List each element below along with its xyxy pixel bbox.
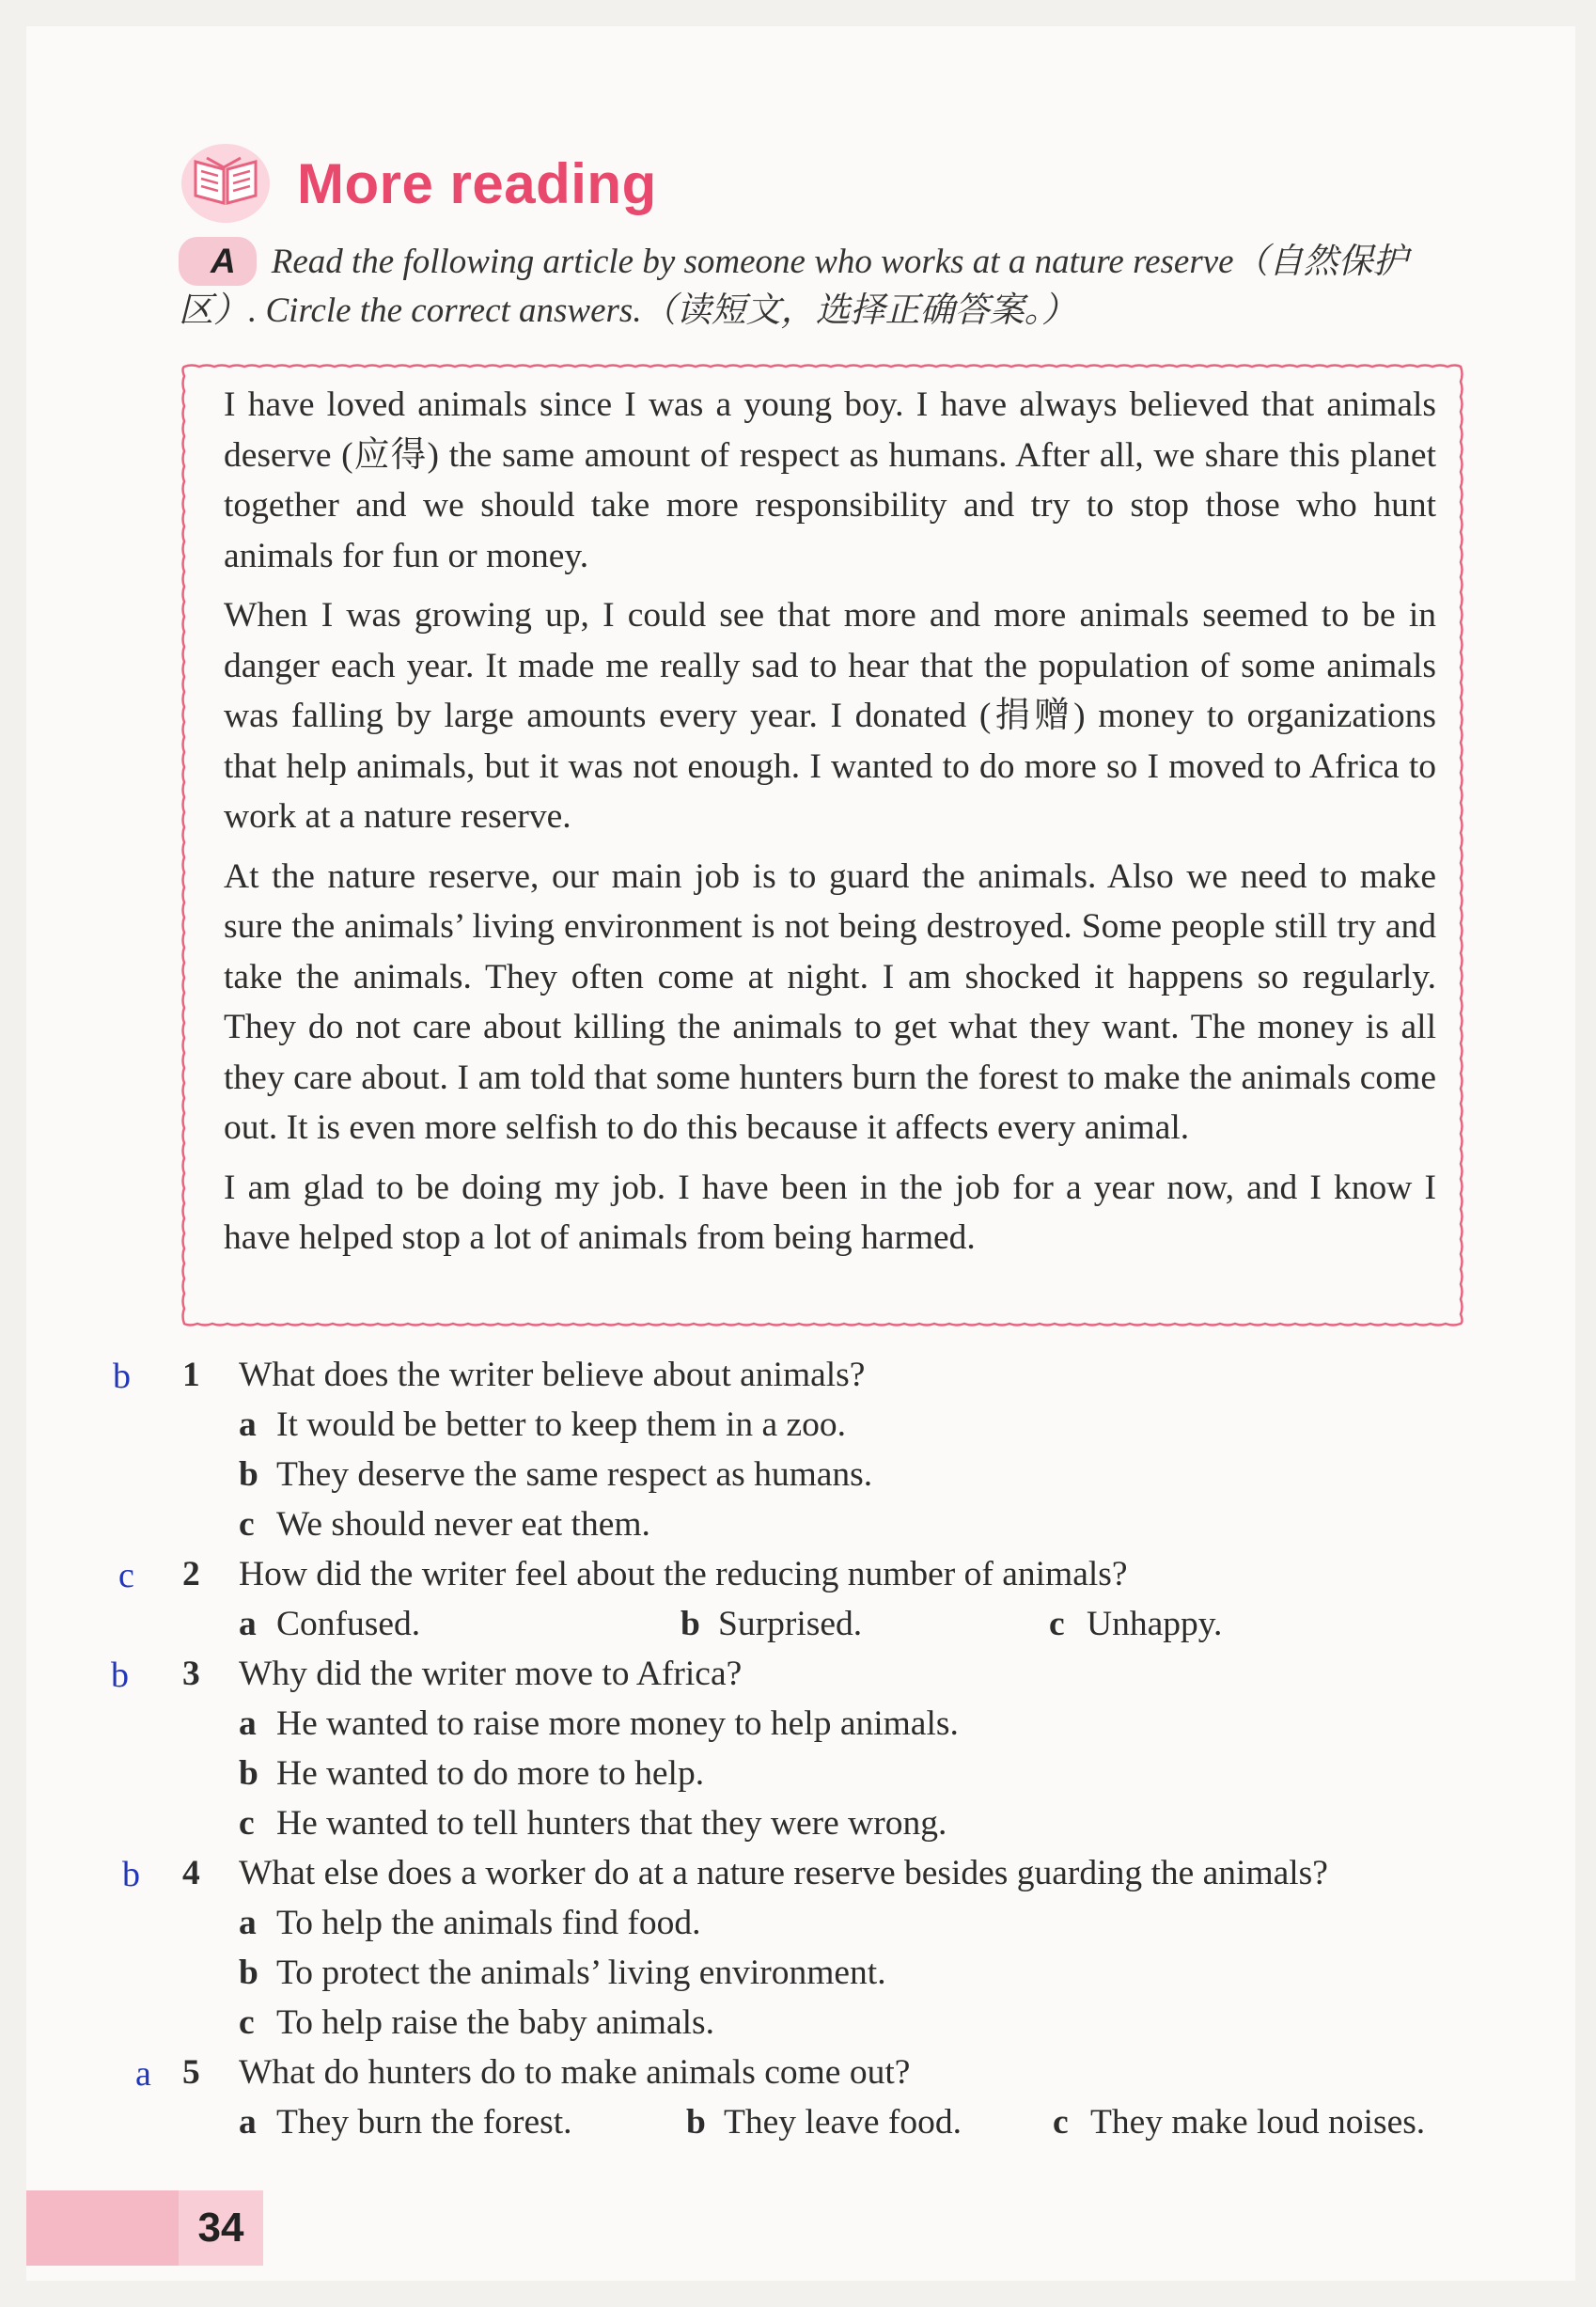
article-text [224,380,1436,1273]
question-number: 5 [182,2053,200,2092]
option-text: Surprised. [718,1605,863,1643]
question-number: 4 [182,1854,200,1892]
question-text: What else does a worker do at a nature reserve besides guarding the animals? [239,1854,1328,1892]
option-letter: c [1053,2103,1069,2142]
question-text: What do hunters do to make animals come out? [239,2053,911,2092]
option-text: Confused. [276,1605,421,1643]
handwritten-answer: b [111,1656,129,1695]
question-4 [103,1848,1485,2048]
article-box [179,361,1466,1329]
option-letter: b [239,1754,258,1793]
handwritten-answer: c [118,1556,134,1595]
article-paragraph: At the nature reserve, our main job is to guard the animals. Also we need to make sure the animals’ living environment is not being destroyed. Some people still try and take the animals. They often come at night. I am shocked it happens so regularly. They do not care about killing the animals to get what they want. The money is all they care about. I am told that some hunters burn the forest to make the animals come out. It is even more selfish to do this because it affects every animal. [224,856,1436,1147]
option[interactable] [681,1604,1049,1644]
question-number: 1 [182,1356,200,1394]
option-text: They make loud noises. [1090,2103,1426,2142]
option-text: To protect the animals’ living environment. [276,1954,886,1992]
option-text: It would be better to keep them in a zoo. [276,1405,847,1444]
option-text: To help raise the baby animals. [276,2003,714,2042]
task-instruction [179,237,1438,336]
option-letter: c [239,1804,255,1843]
option-text: He wanted to raise more money to help animals. [276,1704,959,1743]
question-3 [103,1649,1485,1848]
task-letter: A [179,237,257,286]
option-text: We should never eat them. [276,1505,650,1544]
option[interactable] [1049,1604,1222,1644]
option[interactable] [686,2102,1053,2142]
option-letter: c [239,1505,255,1544]
question-list [103,1350,1485,2147]
handwritten-answer: b [122,1855,140,1894]
question-text: How did the writer feel about the reducing number of animals? [239,1555,1128,1593]
question-5 [103,2048,1485,2147]
option-letter: c [1049,1605,1065,1643]
option-text: They deserve the same respect as humans. [276,1455,873,1494]
option-letter: a [239,1405,257,1444]
option[interactable] [239,1699,1485,1749]
option[interactable] [239,1898,1485,1948]
option[interactable] [239,1798,1485,1848]
option-letter: a [239,1605,257,1643]
option[interactable] [239,1604,681,1644]
section-title: More reading [297,151,657,215]
option[interactable] [239,1998,1485,2048]
option-letter: a [239,1704,257,1743]
option[interactable] [1053,2102,1425,2142]
question-number: 2 [182,1555,200,1593]
article-paragraph: When I was growing up, I could see that more and more animals seemed to be in danger each year. It made me really sad to hear that the population of some animals was falling by large amounts every year. I donated (捐赠) money to organizations that help animals, but it was not enough. I wanted to do more so I moved to Africa to work at a nature reserve. [224,596,1436,836]
option[interactable] [239,2102,686,2142]
option[interactable] [239,1400,1485,1450]
option-letter: b [686,2103,706,2142]
option-text: They burn the forest. [276,2103,572,2142]
option-text: They leave food. [724,2103,962,2142]
question-number: 3 [182,1655,200,1693]
article-paragraph: I am glad to be doing my job. I have been in the job for a year now, and I know I have helped stop a lot of animals from being harmed. [224,1168,1436,1257]
option-letter: c [239,2003,255,2042]
page-number: 34 [197,2205,244,2251]
question-text: What does the writer believe about animals? [239,1356,866,1394]
option-letter: a [239,1904,257,1942]
option-text: Unhappy. [1087,1605,1223,1643]
question-text: Why did the writer move to Africa? [239,1655,743,1693]
page-number-box [179,2190,263,2266]
handwritten-answer: b [113,1357,131,1396]
option-text: To help the animals find food. [276,1904,701,1942]
question-1 [103,1350,1485,1549]
article-paragraph: I have loved animals since I was a young boy. I have always believed that animals deserve (应得) the same amount of respect as humans. After all, we share this planet together and we should take more responsibility and try to stop those who hunt animals for fun or money. [224,385,1436,575]
option-letter: b [681,1605,700,1643]
option-letter: b [239,1954,258,1992]
section-header [179,141,657,226]
book-icon [179,141,273,226]
question-2 [103,1549,1485,1649]
option[interactable] [239,1450,1485,1499]
option-text: He wanted to do more to help. [276,1754,705,1793]
option[interactable] [239,1499,1485,1549]
option-text: He wanted to tell hunters that they were wrong. [276,1804,947,1843]
handwritten-answer: a [135,2054,151,2094]
option[interactable] [239,1749,1485,1798]
option[interactable] [239,1948,1485,1998]
option-letter: b [239,1455,258,1494]
instruction-text: Read the following article by someone who works at a nature reserve（自然保护区）. Circle the correct answers.（读短文，选择正确答案。） [179,243,1408,330]
option-letter: a [239,2103,257,2142]
